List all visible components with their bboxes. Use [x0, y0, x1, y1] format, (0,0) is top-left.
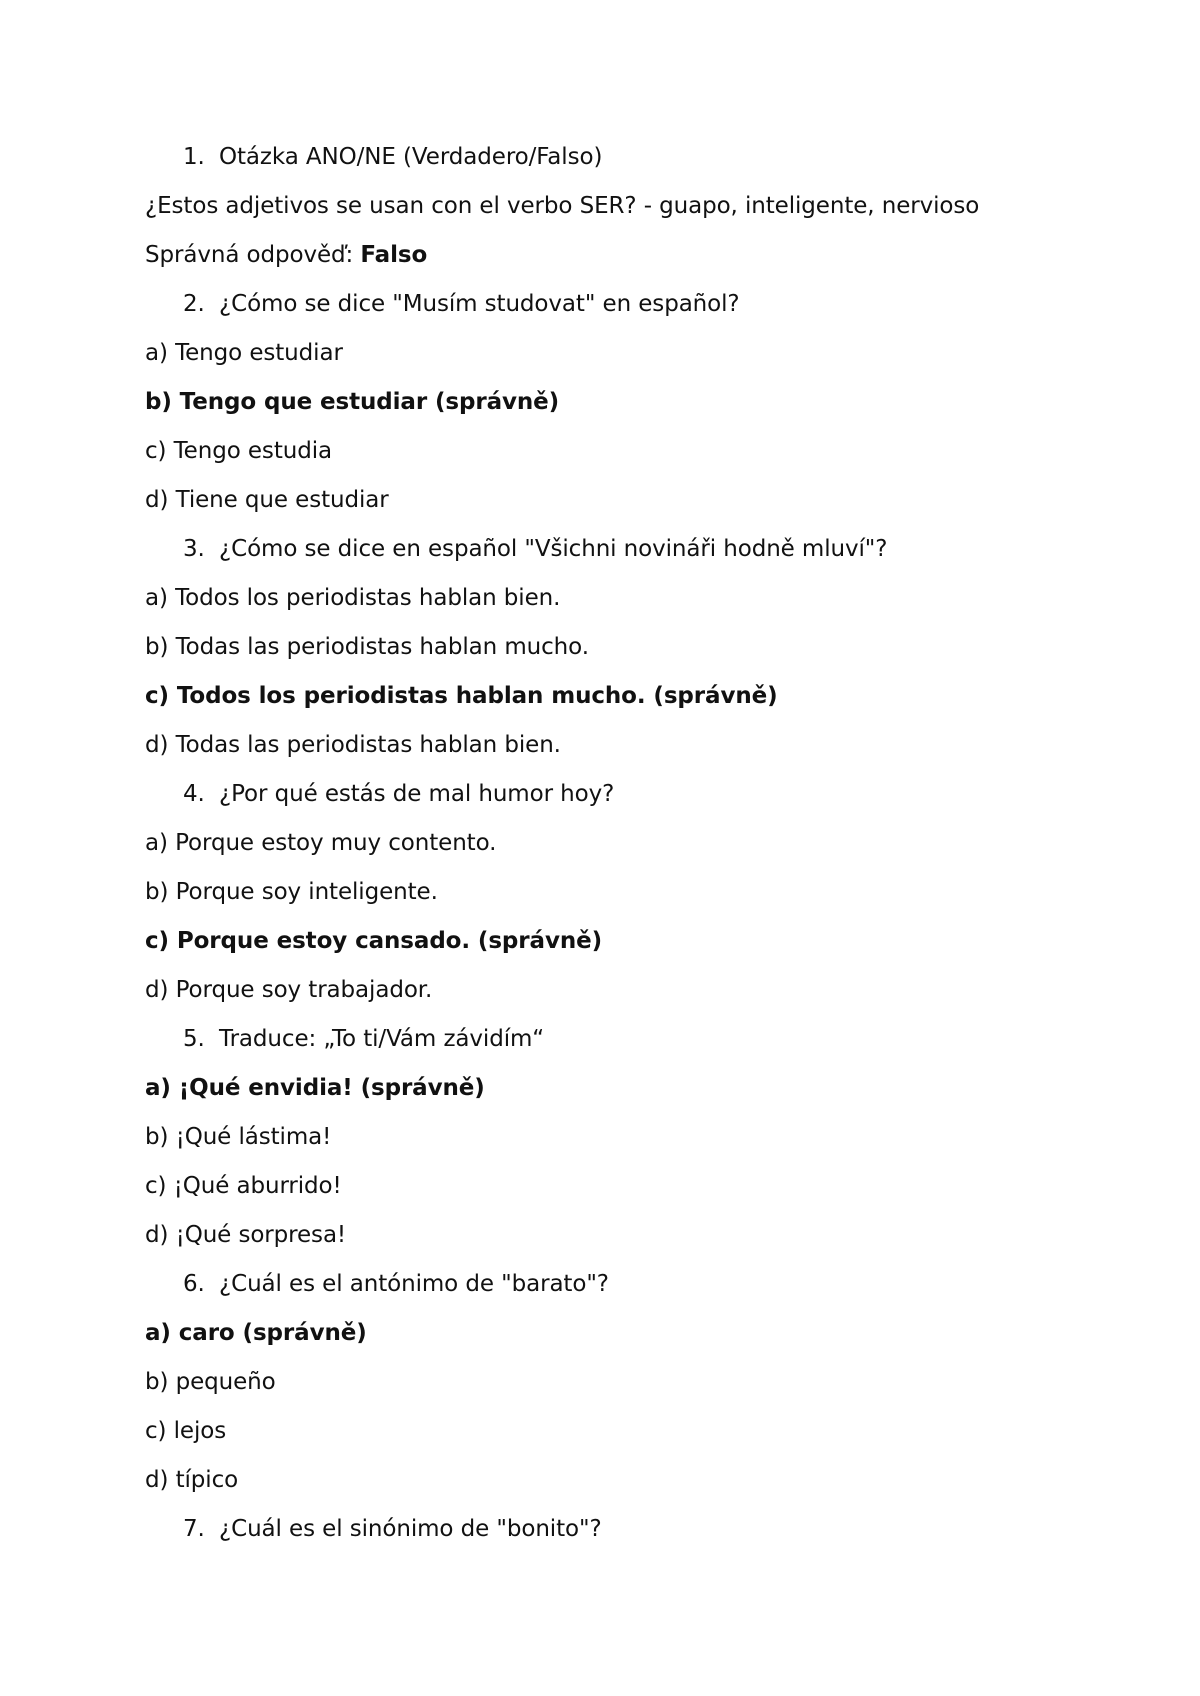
question-number: 5. — [183, 1026, 205, 1052]
option-d: d) Tiene que estudiar — [145, 487, 389, 513]
question-text: Otázka ANO/NE (Verdadero/Falso) — [219, 144, 603, 170]
option-d: d) Todas las periodistas hablan bien. — [145, 732, 561, 758]
option-b: b) Todas las periodistas hablan mucho. — [145, 634, 589, 660]
option-d: d) típico — [145, 1467, 239, 1493]
answer-label: Správná odpověď: — [145, 242, 361, 268]
option-a: a) Tengo estudiar — [145, 340, 343, 366]
option-c: c) ¡Qué aburrido! — [145, 1173, 342, 1199]
question-3-heading — [183, 534, 887, 564]
question-text: Traduce: „To ti/Vám závidím“ — [219, 1026, 545, 1052]
question-number: 1. — [183, 144, 205, 170]
answer-value: Falso — [360, 242, 428, 268]
question-2-heading — [183, 289, 740, 319]
question-1-statement: ¿Estos adjetivos se usan con el verbo SER? - guapo, inteligente, nervioso — [145, 193, 980, 219]
question-6-heading — [183, 1269, 609, 1299]
question-1-heading — [183, 142, 602, 172]
option-a: a) Porque estoy muy contento. — [145, 830, 497, 856]
option-c-correct: c) Porque estoy cansado. (správně) — [145, 928, 603, 954]
question-text: ¿Por qué estás de mal humor hoy? — [219, 781, 615, 807]
option-b: b) Porque soy inteligente. — [145, 879, 438, 905]
option-b-correct: b) Tengo que estudiar (správně) — [145, 389, 560, 415]
question-text: ¿Cuál es el sinónimo de "bonito"? — [219, 1516, 602, 1542]
question-4-heading — [183, 779, 614, 809]
question-number: 7. — [183, 1516, 205, 1542]
option-d: d) ¡Qué sorpresa! — [145, 1222, 347, 1248]
option-a: a) Todos los periodistas hablan bien. — [145, 585, 561, 611]
question-number: 6. — [183, 1271, 205, 1297]
question-1-answer — [145, 240, 427, 270]
option-b: b) ¡Qué lástima! — [145, 1124, 332, 1150]
option-b: b) pequeño — [145, 1369, 276, 1395]
option-d: d) Porque soy trabajador. — [145, 977, 433, 1003]
question-5-heading — [183, 1024, 544, 1054]
question-text: ¿Cómo se dice en español "Všichni novináři hodně mluví"? — [219, 536, 888, 562]
question-number: 3. — [183, 536, 205, 562]
question-7-heading — [183, 1514, 602, 1544]
question-text: ¿Cómo se dice "Musím studovat" en español? — [219, 291, 740, 317]
option-c: c) Tengo estudia — [145, 438, 332, 464]
option-c-correct: c) Todos los periodistas hablan mucho. (správně) — [145, 683, 778, 709]
question-number: 2. — [183, 291, 205, 317]
question-text: ¿Cuál es el antónimo de "barato"? — [219, 1271, 609, 1297]
question-number: 4. — [183, 781, 205, 807]
option-a-correct: a) ¡Qué envidia! (správně) — [145, 1075, 485, 1101]
option-a-correct: a) caro (správně) — [145, 1320, 367, 1346]
option-c: c) lejos — [145, 1418, 227, 1444]
